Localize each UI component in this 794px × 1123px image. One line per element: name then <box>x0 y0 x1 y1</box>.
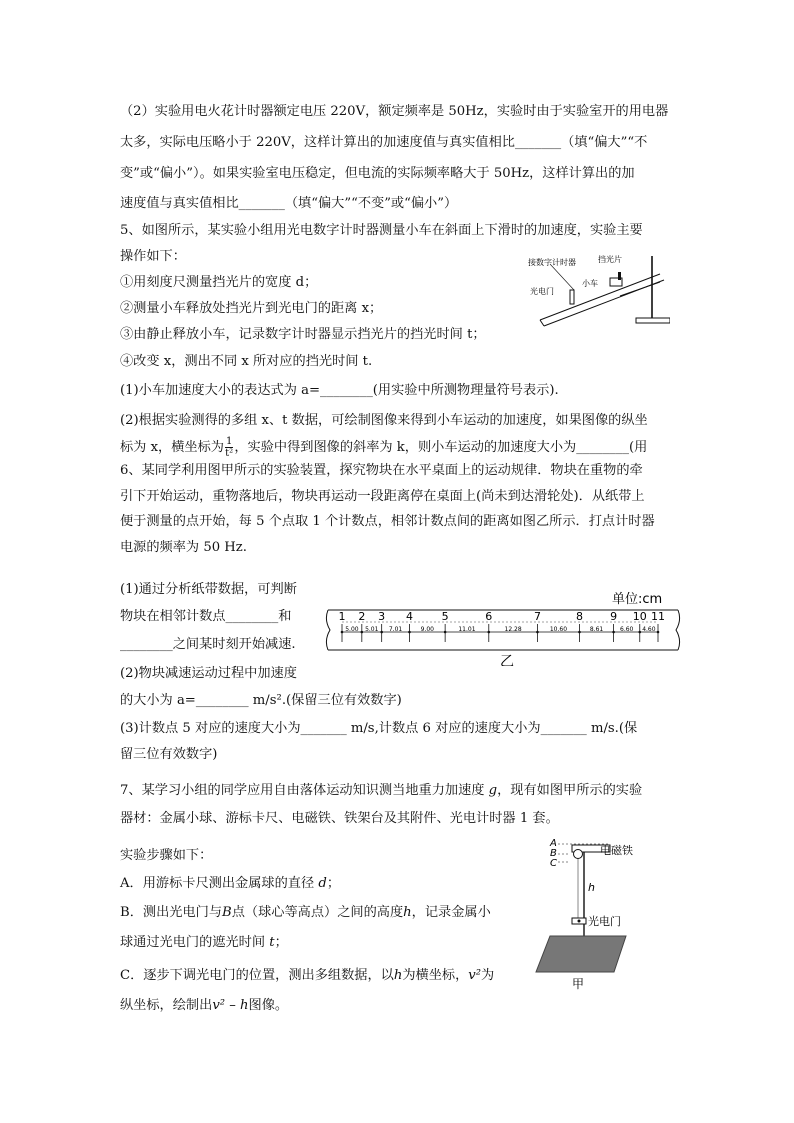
label-gate: 光电门 <box>588 915 621 928</box>
text-line: 留三位有效数字) <box>120 747 218 762</box>
tape-point-label: 6 <box>485 610 493 623</box>
metal-ball <box>574 850 583 859</box>
sub-question-3: (3)计数点 5 对应的速度大小为_______ m/s,计数点 6 对应的速度大小为_______ m/s.(保 <box>120 721 638 736</box>
text-line: 变”或“偏小”）。如果实验室电压稳定，但电流的实际频率略大于 50Hz，这样计算出的加 <box>120 166 635 181</box>
tape-distance-label: 4.60 <box>642 626 656 633</box>
text-line: 物块在相邻计数点________和 <box>120 609 292 624</box>
text-line: 速度值与真实值相比_______（填“偏大”“不变”或“偏小”） <box>120 196 458 211</box>
tape-point-label: 7 <box>533 610 541 623</box>
tape-point-label: 5 <box>441 610 449 623</box>
label-timer: 接数字计时器 <box>528 258 576 267</box>
label-C: C <box>550 858 557 869</box>
base-plate <box>536 936 626 972</box>
tape-point-label: 9 <box>610 610 618 623</box>
label-magnet: 电磁铁 <box>600 844 633 857</box>
tape-distance-label: 5.00 <box>345 626 359 633</box>
question-6-title: 6、某同学利用图甲所示的实验装置，探究物块在水平桌面上的运动规律．物块在重物的牵 <box>120 463 643 478</box>
tape-point-label: 4 <box>405 610 413 623</box>
shade-piece <box>618 272 621 280</box>
tape-point <box>380 631 383 634</box>
tape-distance-label: 8.61 <box>589 626 604 633</box>
tape-point-label: 2 <box>358 610 366 623</box>
tape-caption: 乙 <box>500 654 514 666</box>
text-line: 引下开始运动，重物落地后，物块再运动一段距离停在桌面上(尚未到达滑轮处)．从纸带上 <box>120 489 645 504</box>
tape-point <box>487 631 490 634</box>
text-line: 电源的频率为 50 Hz. <box>120 540 247 555</box>
label-B: B <box>550 848 557 859</box>
fraction-1-over-t2: $\frac{1}{\text{t²}}$ <box>225 436 234 459</box>
tape-distance-label: 7.01 <box>388 626 403 633</box>
text-line: ________之间某时刻开始减速. <box>120 637 296 652</box>
tape-unit: 单位:cm <box>612 592 663 607</box>
tape-point-label: 1 <box>338 610 346 623</box>
sub-question-2: (2)根据实验测得的多组 x、t 数据，可绘制图像来得到小车运动的加速度，如果图像的纵坐 <box>120 413 648 428</box>
step-A: A．用游标卡尺测出金属球的直径 d； <box>120 876 340 891</box>
question-5-title: 5、如图所示，某实验小组用光电数字计时器测量小车在斜面上下滑时的加速度，实验主要 <box>120 223 643 238</box>
tape-point-label: 8 <box>575 610 583 623</box>
text-line: 球通过光电门的遮光时间 t； <box>120 935 288 950</box>
tape-distance-label: 6.60 <box>620 626 634 633</box>
label-A: A <box>550 838 557 849</box>
step-C: C．逐步下调光电门的位置，测出多组数据，以h为横坐标，v²为 <box>120 968 495 983</box>
text-line: 太多，实际电压略小于 220V，这样计算出的加速度值与真实值相比_______（填“偏大”“不 <box>120 135 648 150</box>
question-7-title: 7、某学习小组的同学应用自由落体运动知识测当地重力加速度 g，现有如图甲所示的实验 <box>120 783 643 798</box>
sub-question-2: (2)物块减速运动过程中加速度 <box>120 666 297 681</box>
sub-question-1: (1)小车加速度大小的表达式为 a=________(用实验中所测物理量符号表示). <box>120 383 559 398</box>
tape-point <box>612 631 615 634</box>
photogate <box>570 290 574 304</box>
label-h: h <box>588 881 595 894</box>
tape-point <box>444 631 447 634</box>
sub-question-2-cont: 标为 x，横坐标为 $\frac{1}{\text{t²}}$ ，实验中得到图像的斜率为 k，则小车运动的加速度大小为________(用 <box>120 436 648 459</box>
label-shade: 挡光片 <box>598 255 622 264</box>
label-gate: 光电门 <box>530 287 554 296</box>
label-cart: 小车 <box>582 279 598 288</box>
fig-caption: 甲 <box>572 977 585 991</box>
step-1: ①用刻度尺测量挡光片的宽度 d； <box>120 275 318 290</box>
text-line: 操作如下： <box>120 249 186 264</box>
step-3: ③由静止释放小车，记录数字计时器显示挡光片的挡光时间 t； <box>120 327 486 342</box>
text-line: 便于测量的点开始，每 5 个点取 1 个计数点，相邻计数点间的距离如图乙所示．打点计时器 <box>120 514 655 529</box>
text-line: 纵坐标，绘制出v² – h图像。 <box>120 998 289 1013</box>
text-line: （2）实验用电火花计时器额定电压 220V，额定频率是 50Hz，实验时由于实验室开的用电器 <box>120 104 669 119</box>
tape-point <box>341 631 344 634</box>
tape-point <box>638 631 641 634</box>
tape-point <box>536 631 539 634</box>
tape-point-label: 3 <box>378 610 386 623</box>
tape-point <box>578 631 581 634</box>
tape-distance-label: 10.60 <box>549 626 568 633</box>
tape-point <box>361 631 364 634</box>
tape-distance-label: 11.01 <box>458 626 476 633</box>
tape-point <box>408 631 411 634</box>
tape-point-label: 11 <box>651 610 665 623</box>
text-line: 实验步骤如下： <box>120 848 213 863</box>
free-fall-apparatus-diagram <box>530 832 670 992</box>
paper-tape-diagram <box>320 586 690 666</box>
text-line: 器材：金属小球、游标卡尺、电磁铁、铁架台及其附件、光电计时器 1 套。 <box>120 811 559 826</box>
tape-distance-label: 9.00 <box>420 626 434 633</box>
step-B: B．测出光电门与B点（球心等高点）之间的高度h，记录金属小 <box>120 905 491 920</box>
tape-point-label: 10 <box>632 610 647 623</box>
tape-distance-label: 12.28 <box>504 626 522 633</box>
incline-diagram <box>510 248 670 328</box>
step-2: ②测量小车释放处挡光片到光电门的距离 x； <box>120 301 383 316</box>
step-4: ④改变 x，测出不同 x 所对应的挡光时间 t. <box>120 354 373 369</box>
text-line: 的大小为 a=________ m/s².(保留三位有效数字) <box>120 693 402 708</box>
sub-question-1: (1)通过分析纸带数据，可判断 <box>120 582 297 597</box>
tape-point <box>657 631 660 634</box>
tape-distance-label: 5.01 <box>365 626 379 633</box>
